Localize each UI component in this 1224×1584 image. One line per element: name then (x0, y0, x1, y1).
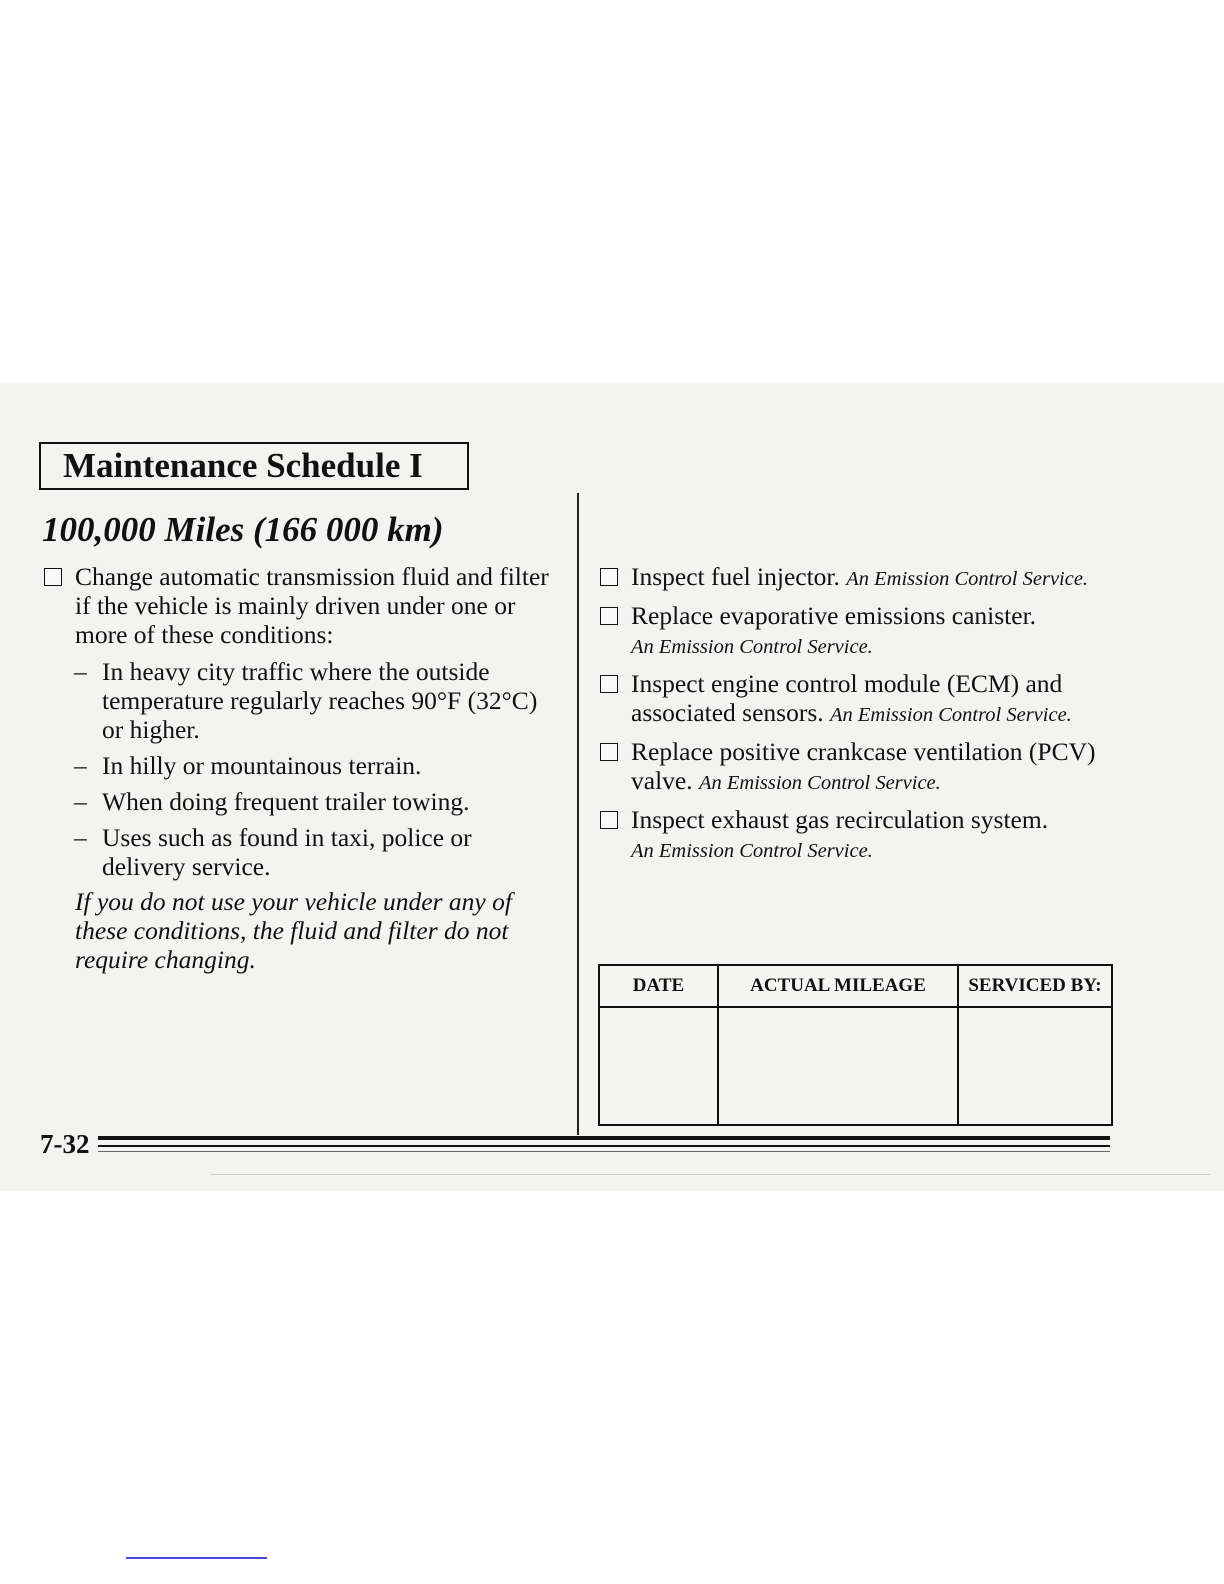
condition-item (44, 657, 554, 744)
condition-text: Uses such as found in taxi, police or delivery service. (102, 823, 472, 881)
checkbox-icon[interactable] (600, 568, 618, 586)
dash-marker: – (74, 823, 87, 852)
column-divider (577, 493, 579, 1135)
section-title: Maintenance Schedule I (39, 442, 469, 490)
actual-mileage-cell[interactable] (718, 1007, 958, 1125)
checklist-item-egr (600, 805, 1120, 866)
checkbox-icon[interactable] (600, 743, 618, 761)
footer-rule (98, 1136, 1110, 1140)
condition-item (44, 787, 554, 816)
emission-control-tag: An Emission Control Service. (846, 568, 1089, 590)
checkbox-icon[interactable] (600, 675, 618, 693)
dash-marker: – (74, 751, 87, 780)
condition-item (44, 751, 554, 780)
checklist-item-evap-canister (600, 601, 1120, 662)
condition-item (44, 823, 554, 881)
mileage-heading: 100,000 Miles (166 000 km) (42, 510, 444, 549)
checklist-item-pcv-valve (600, 737, 1120, 798)
dash-marker: – (74, 787, 87, 816)
serviced-by-cell[interactable] (958, 1007, 1112, 1125)
service-record-table (598, 964, 1113, 1126)
checkbox-icon[interactable] (44, 568, 62, 586)
checkbox-icon[interactable] (600, 607, 618, 625)
date-cell[interactable] (599, 1007, 718, 1125)
emission-control-tag: An Emission Control Service. (631, 840, 873, 862)
link-underline[interactable] (126, 1557, 267, 1559)
checklist-item-transmission (44, 562, 554, 649)
footer-rule (98, 1145, 1110, 1147)
item-text: Inspect fuel injector. (631, 562, 840, 591)
item-text: Replace evaporative emissions canister. (631, 601, 1037, 630)
item-text: Change automatic transmission fluid and filter if the vehicle is mainly driven under one or more of these conditions: (75, 562, 549, 649)
usage-note: If you do not use your vehicle under any of these conditions, the fluid and filter do not require changing. (75, 887, 512, 974)
item-text: Replace positive crankcase ventilation (PCV) valve. (631, 737, 1096, 795)
serviced-by-header: SERVICED BY: (958, 965, 1112, 1007)
checklist-item-fuel-injector (600, 562, 1120, 594)
item-text: Inspect engine control module (ECM) and associated sensors. (631, 669, 1063, 727)
right-column (600, 562, 1120, 873)
table-row (599, 1007, 1112, 1125)
actual-mileage-header: ACTUAL MILEAGE (718, 965, 958, 1007)
left-column (44, 562, 554, 974)
date-header: DATE (599, 965, 718, 1007)
table-header-row (599, 965, 1112, 1007)
condition-text: In hilly or mountainous terrain. (102, 751, 422, 780)
checklist-item-ecm (600, 669, 1120, 730)
emission-control-tag: An Emission Control Service. (830, 704, 1072, 726)
footer-rule (98, 1151, 1110, 1152)
emission-control-tag: An Emission Control Service. (698, 772, 941, 794)
checkbox-icon[interactable] (600, 811, 618, 829)
condition-text: When doing frequent trailer towing. (102, 787, 470, 816)
dash-marker: – (74, 657, 87, 686)
condition-text: In heavy city traffic where the outside temperature regularly reaches 90°F (32°C) or higher. (102, 657, 538, 744)
divider (210, 1174, 1210, 1175)
page-number: 7-32 (40, 1129, 90, 1159)
item-text: Inspect exhaust gas recirculation system. (631, 805, 1049, 834)
emission-control-tag: An Emission Control Service. (631, 636, 873, 658)
